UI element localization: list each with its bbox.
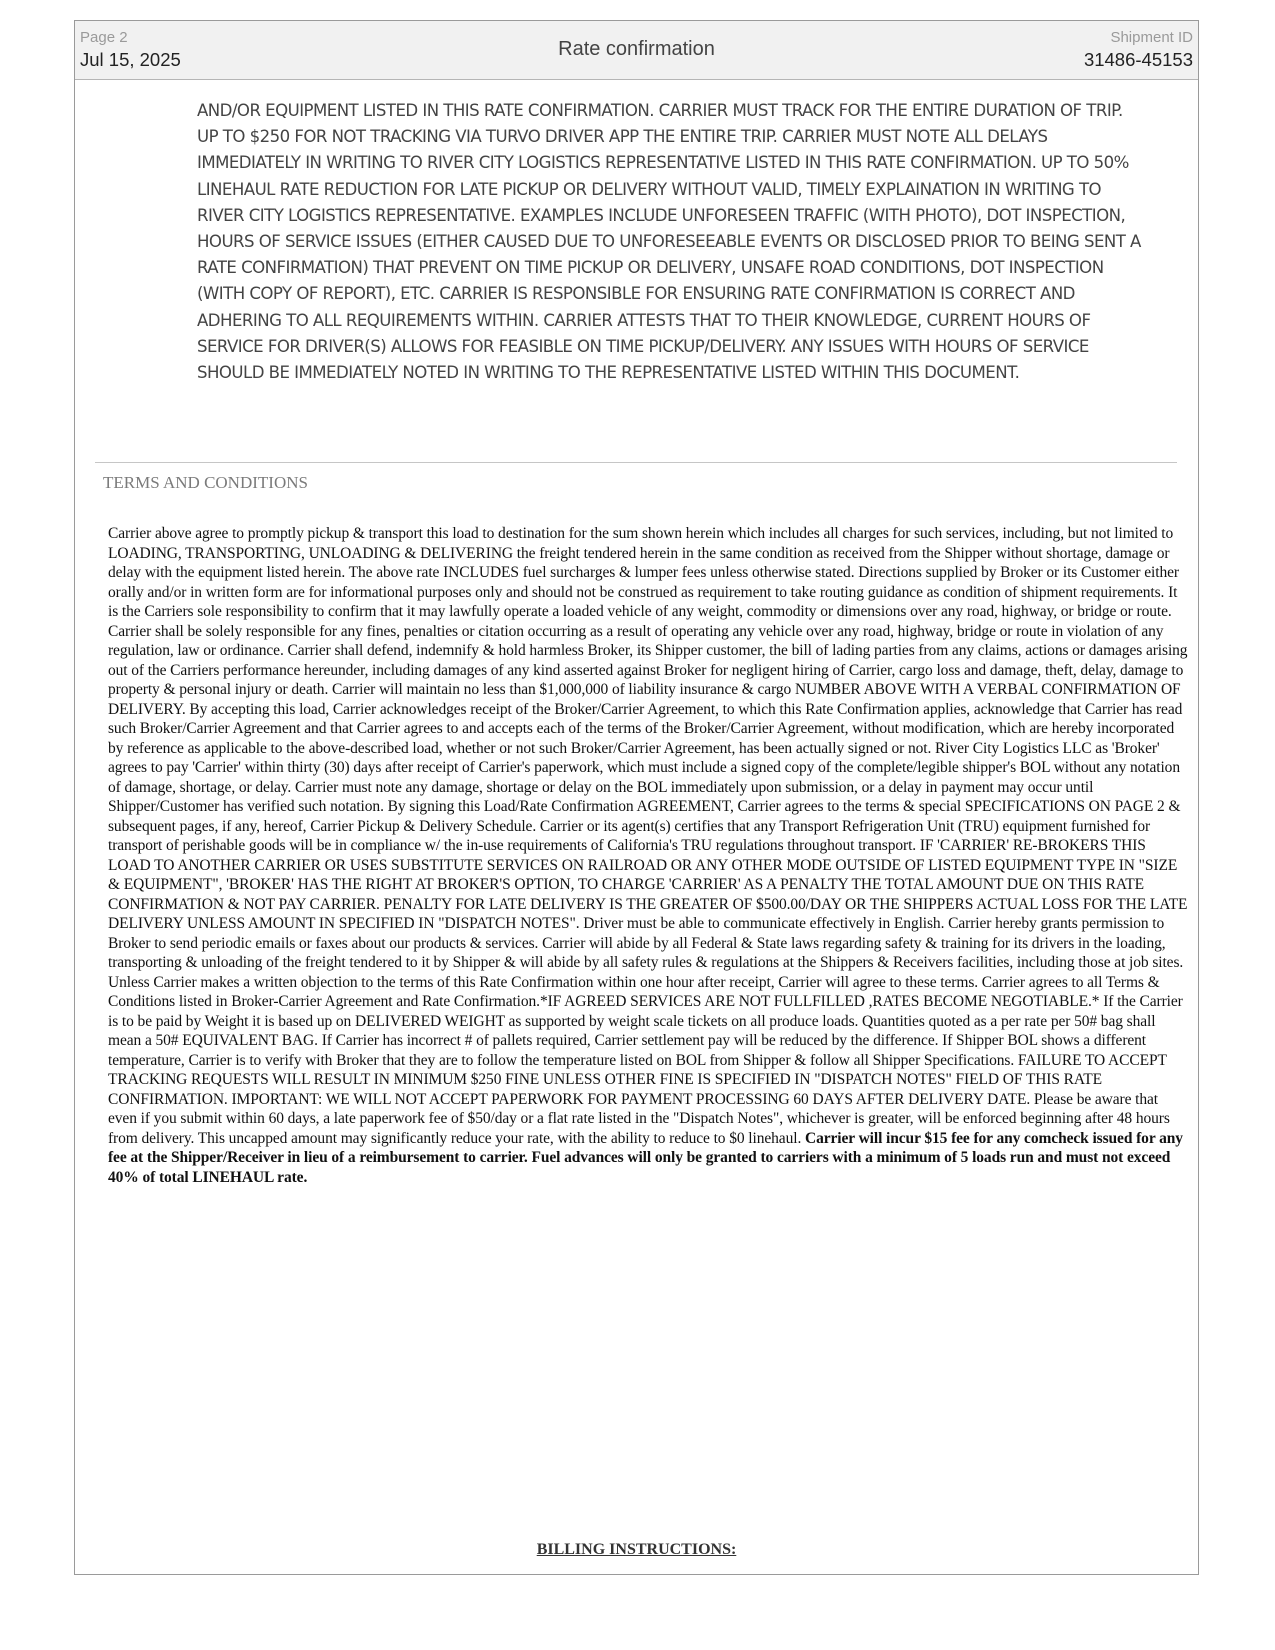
billing-instructions-heading: BILLING INSTRUCTIONS:	[536, 1541, 737, 1558]
tracking-notice: AND/OR EQUIPMENT LISTED IN THIS RATE CONFIRMATION. CARRIER MUST TRACK FOR THE ENTIRE DURATION OF TRIP. UP TO $250 FOR NOT TRACKING VIA TURVO DRIVER APP THE ENTIRE TRIP. CARRIER MUST NOTE ALL DELAYS IMMEDIATELY IN WRITING TO RIVER CITY LOGISTICS REPRESENTATIVE LISTED IN THIS RATE CONFIRMATION. UP TO 50% LINEHAUL RATE REDUCTION FOR LATE PICKUP OR DELIVERY WITHOUT VALID, TIMELY EXPLAINATION IN WRITING TO RIVER CITY LOGISTICS REPRESENTATIVE. EXAMPLES INCLUDE UNFORESEEN TRAFFIC (WITH PHOTO), DOT INSPECTION, HOURS OF SERVICE ISSUES (EITHER CAUSED DUE TO UNFORESEEABLE EVENTS OR DISCLOSED PRIOR TO BEING SENT A RATE CONFIRMATION) THAT PREVENT ON TIME PICKUP OR DELIVERY, UNSAFE ROAD CONDITIONS, DOT INSPECTION (WITH COPY OF REPORT), ETC. CARRIER IS RESPONSIBLE FOR ENSURING RATE CONFIRMATION IS CORRECT AND ADHERING TO ALL REQUIREMENTS WITHIN. CARRIER ATTESTS THAT TO THEIR KNOWLEDGE, CURRENT HOURS OF SERVICE FOR DRIVER(S) ALLOWS FOR FEASIBLE ON TIME PICKUP/DELIVERY. ANY ISSUES WITH HOURS OF SERVICE SHOULD BE IMMEDIATELY NOTED IN WRITING TO THE REPRESENTATIVE LISTED WITHIN THIS DOCUMENT.	[197, 101, 1141, 383]
terms-bold-text: Carrier will incur $15 fee for any comcheck issued for any fee at the Shipper/Receiver in lieu of a reimbursement to carrier. Fuel advances will only be granted to carriers with a minimum of 5 loads run and must not exceed 40% of total LINEHAUL rate.	[108, 1129, 1183, 1186]
shipment-id-label: Shipment ID	[1110, 29, 1193, 46]
section-divider	[95, 462, 1177, 463]
terms-body	[108, 524, 1188, 1187]
terms-text: Carrier above agree to promptly pickup & transport this load to destination for the sum shown herein which includes all charges for such services, including, but not limited to LOADING, TRANSPORTING, UNLOADING & DELIVERING the freight tendered herein in the same condition as received from the Shipper without shortage, damage or delay with the equipment listed herein. The above rate INCLUDES fuel surcharges & lumper fees unless otherwise stated. Directions supplied by Broker or its Customer either orally and/or in written form are for informational purposes only and should not be construed as requirement to take routing guidance as condition of shipment requirements. It is the Carriers sole responsibility to confirm that it may lawfully operate a loaded vehicle of any weight, commodity or dimensions over any road, highway, or bridge or route. Carrier shall be solely responsible for any fines, penalties or citation occurring as a result of operating any vehicle over any road, highway, bridge or route in violation of any regulation, law or ordinance. Carrier shall defend, indemnify & hold harmless Broker, its Shipper customer, the bill of lading parties from any claims, actions or damages arising out of the Carriers performance hereunder, including damages of any kind asserted against Broker for negligent hiring of Carrier, cargo loss and damage, theft, delay, damage to property & personal injury or death. Carrier will maintain no less than $1,000,000 of liability insurance & cargo NUMBER ABOVE WITH A VERBAL CONFIRMATION OF DELIVERY. By accepting this load, Carrier acknowledges receipt of the Broker/Carrier Agreement, to which this Rate Confirmation applies, acknowledge that Carrier has read such Broker/Carrier Agreement and that Carrier agrees to and accepts each of the terms of the Broker/Carrier Agreement, without modification, which are hereby incorporated by reference as applicable to the above-described load, whether or not such Broker/Carrier Agreement, has been actually signed or not. River City Logistics LLC as 'Broker' agrees to pay 'Carrier' within thirty (30) days after receipt of Carrier's paperwork, which must include a signed copy of the complete/legible shipper's BOL without any notation of damage, shortage, or delay. Carrier must note any damage, shortage or delay on the BOL immediately upon submission, or a delay in payment may occur until Shipper/Customer has verified such notation. By signing this Load/Rate Confirmation AGREEMENT, Carrier agrees to the terms & special SPECIFICATIONS ON PAGE 2 & subsequent pages, if any, hereof, Carrier Pickup & Delivery Schedule. Carrier or its agent(s) certifies that any Transport Refrigeration Unit (TRU) equipment furnished for transport of perishable goods will be in compliance w/ the in-use requirements of California's TRU regulations throughout transport. IF 'CARRIER' RE-BROKERS THIS LOAD TO ANOTHER CARRIER OR USES SUBSTITUTE SERVICES ON RAILROAD OR ANY OTHER MODE OUTSIDE OF LISTED EQUIPMENT TYPE IN "SIZE & EQUIPMENT", 'BROKER' HAS THE RIGHT AT BROKER'S OPTION, TO CHARGE 'CARRIER' AS A PENALTY THE TOTAL AMOUNT DUE ON THIS RATE CONFIRMATION & NOT PAY CARRIER. PENALTY FOR LATE DELIVERY IS THE GREATER OF $500.00/DAY OR THE SHIPPERS ACTUAL LOSS FOR THE LATE DELIVERY UNLESS AMOUNT IN SPECIFIED IN "DISPATCH NOTES". Driver must be able to communicate effectively in English. Carrier hereby grants permission to Broker to send periodic emails or faxes about our products & services. Carrier will abide by all Federal & State laws regarding safety & training for its drivers in the loading, transporting & unloading of the freight tendered to it by Shipper & will abide by all safety rules & regulations at the Shippers & Receivers facilities, including those at job sites. Unless Carrier makes a written objection to the terms of this Rate Confirmation within one hour after receipt, Carrier will agree to these terms. Carrier agrees to all Terms & Conditions listed in Broker-Carrier Agreement and Rate Confirmation.*IF AGREED SERVICES ARE NOT FULLFILLED ,RATES BECOME NEGOTIABLE.* If the Carrier is to be paid by Weight it is based up on DELIVERED WEIGHT as supported by weight scale tickets on all produce loads. Quantities quoted as a per rate per 50# bag shall mean a 50# EQUIVALENT BAG. If Carrier has incorrect # of pallets required, Carrier settlement pay will be reduced by the difference. If Shipper BOL shows a different temperature, Carrier is to verify with Broker that they are to follow the temperature listed on BOL from Shipper & follow all Shipper Specifications. FAILURE TO ACCEPT TRACKING REQUESTS WILL RESULT IN MINIMUM $250 FINE UNLESS OTHER FINE IS SPECIFIED IN "DISPATCH NOTES" FIELD OF THIS RATE CONFIRMATION. IMPORTANT: WE WILL NOT ACCEPT PAPERWORK FOR PAYMENT PROCESSING 60 DAYS AFTER DELIVERY DATE. Please be aware that even if you submit within 60 days, a late paperwork fee of $50/day or a flat rate listed in the "Dispatch Notes", whichever is greater, will be enforced beginning after 48 hours from delivery. This uncapped amount may significantly reduce your rate, with the ability to reduce to $0 linehaul.	[108, 525, 1188, 1147]
page-number: Page 2	[80, 29, 128, 46]
header-right	[1084, 29, 1193, 73]
page-header	[75, 21, 1198, 80]
document-page	[74, 20, 1199, 1575]
shipment-id: 31486-45153	[1083, 49, 1193, 70]
terms-heading: TERMS AND CONDITIONS	[103, 473, 308, 492]
document-date: Jul 15, 2025	[80, 49, 181, 70]
document-title: Rate confirmation	[558, 38, 715, 60]
